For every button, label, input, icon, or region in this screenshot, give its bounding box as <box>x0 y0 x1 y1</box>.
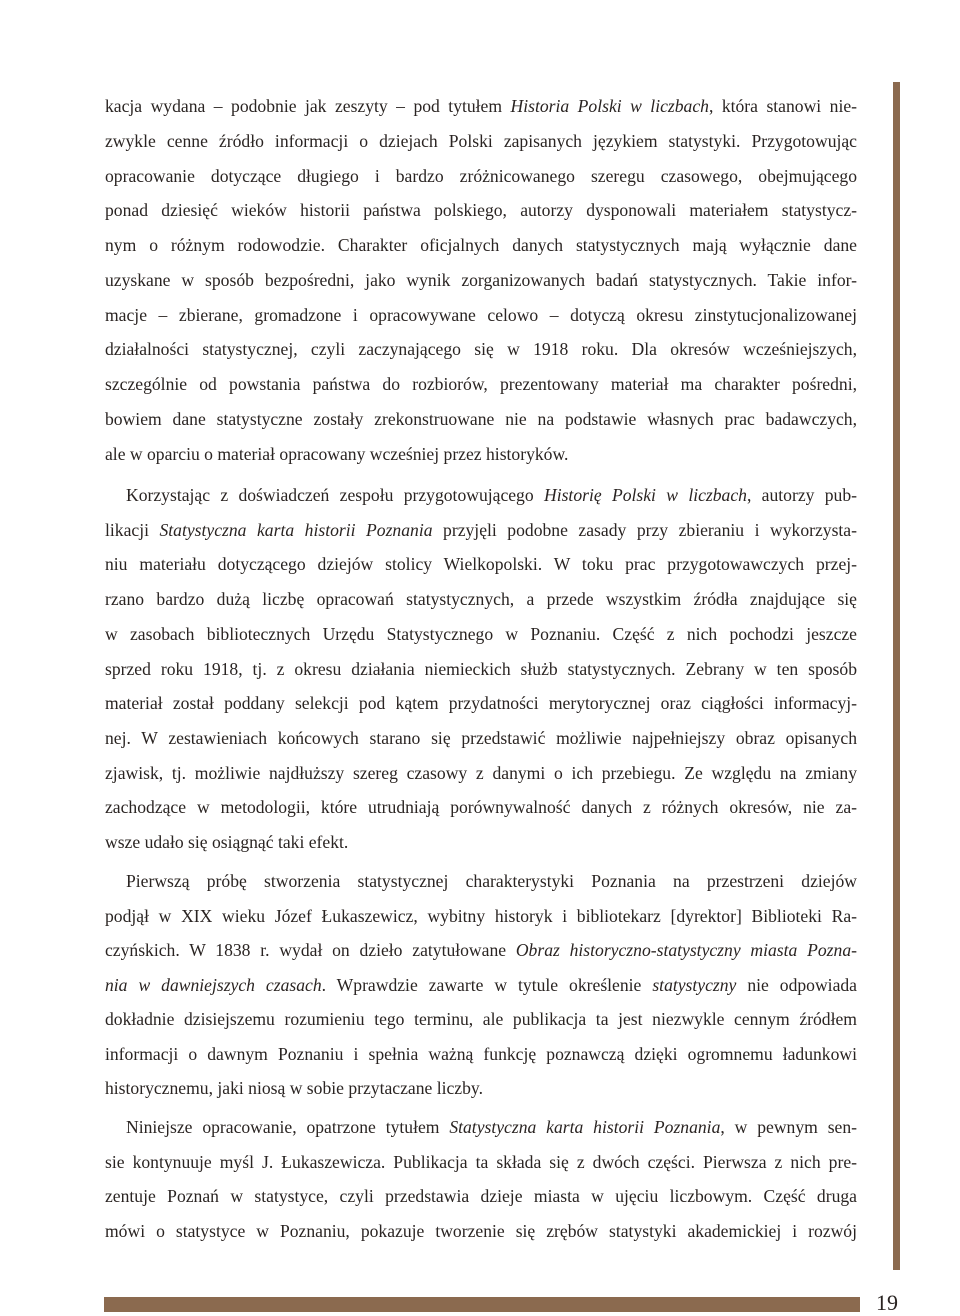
text-span: wsze udało się osiągnąć taki efekt. <box>105 832 349 852</box>
text-span: Pierwszą próbę stworzenia statystycznej charakterystyki Poznania na przestrzeni dziejów <box>126 871 857 891</box>
footer-rule <box>104 1297 860 1312</box>
text-span: przyjęli podobne zasady przy zbieraniu i wykorzysta- <box>432 519 857 540</box>
text-line <box>105 658 857 680</box>
text-span: zentuje Poznań w statystyce, czyli przedstawia dzieje miasta w ujęciu liczbowym. Część druga <box>105 1186 857 1206</box>
text-span: w zasobach bibliotecznych Urzędu Statystycznego w Poznaniu. Część z nich pochodzi jeszcze <box>105 623 857 644</box>
vertical-margin-rule <box>893 82 900 1270</box>
text-line <box>126 1116 857 1138</box>
text-span: podjął w XIX wieku Józef Łukaszewicz, wybitny historyk i bibliotekarz [dyrektor] Biblioteki Ra- <box>105 905 857 926</box>
text-span: rzano bardzo dużą liczbę opracowań statystycznych, a przede wszystkim źródła znajdujące się <box>105 589 857 610</box>
italic-title: Statystyczna karta historii Poznania <box>159 519 433 540</box>
text-span: ponad dziesięć wieków historii państwa polskiego, autorzy dysponowali materiałem statystycz- <box>105 200 857 221</box>
text-span: . Wprawdzie zawarte w tytule określenie <box>321 974 653 995</box>
text-span: czyńskich. W 1838 r. wydał on dzieło zatytułowane <box>105 940 516 960</box>
text-line <box>105 1008 857 1030</box>
text-line <box>105 727 857 749</box>
text-line <box>105 95 857 117</box>
text-line <box>105 1185 857 1207</box>
text-line <box>105 1043 857 1065</box>
text-span: nej. W zestawieniach końcowych starano się przedstawić możliwie najpełniejszy obraz opisanych <box>105 727 857 748</box>
text-span: historycznemu, jaki niosą w sobie przytaczane liczby. <box>105 1078 483 1098</box>
text-line <box>105 130 857 152</box>
text-span: mówi o statystyce w Poznaniu, pokazuje tworzenie się zrębów statystyki akademickiej i rozwój <box>105 1220 857 1241</box>
text-span: Niniejsze opracowanie, opatrzone tytułem <box>126 1117 450 1137</box>
text-line <box>126 870 857 892</box>
text-span: szczególnie od powstania państwa do rozbiorów, prezentowany materiał ma charakter pośredni, <box>105 374 857 394</box>
text-line <box>126 484 857 506</box>
italic-title: Historia Polski w liczbach <box>510 96 709 116</box>
text-line <box>105 519 857 541</box>
text-span: nym o różnym rodowodzie. Charakter oficjalnych danych statystycznych mają wyłącznie dane <box>105 235 857 255</box>
text-line <box>105 1077 857 1099</box>
italic-title: statystyczny <box>652 974 737 995</box>
italic-title: Historię Polski w liczbach <box>543 485 747 505</box>
text-line <box>105 269 857 291</box>
text-span: zjawisk, tj. możliwie najdłuższy szereg czasowy z danymi o ich przebiegu. Ze względu na zmiany <box>105 762 857 783</box>
text-span: niu materiału dotyczącego dziejów stolicy Wielkopolski. W toku prac przygotowawczych przej- <box>105 554 857 575</box>
text-span: Korzystając z doświadczeń zespołu przygotowującego <box>126 485 544 505</box>
text-span: macje – zbierane, gromadzone i opracowywane celowo – dotyczą okresu zinstytucjonalizowanej <box>105 304 857 325</box>
italic-title: Statystyczna karta historii Poznania <box>449 1117 721 1137</box>
text-span: sie kontynuuje myśl J. Łukaszewicza. Publikacja ta składa się z dwóch części. Pierwsza z nich pre- <box>105 1151 857 1172</box>
text-line <box>105 338 857 360</box>
text-line <box>105 1151 857 1173</box>
text-line <box>105 905 857 927</box>
text-span: kacja wydana – podobnie jak zeszyty – pod tytułem <box>105 96 511 116</box>
text-line <box>105 443 857 465</box>
text-span: opracowanie dotyczące długiego i bardzo zróżnicowanego szeregu czasowego, obejmującego <box>105 165 857 186</box>
text-line <box>105 796 857 818</box>
text-line <box>105 1220 857 1242</box>
text-span: likacji <box>105 519 160 540</box>
text-span: uzyskane w sposób bezpośredni, jako wynik zorganizowanych badań statystycznych. Takie infor- <box>105 269 857 290</box>
text-line <box>105 165 857 187</box>
text-line <box>105 692 857 714</box>
text-span: , która stanowi nie- <box>708 96 857 116</box>
text-line <box>105 762 857 784</box>
text-span: sprzed roku 1918, tj. z okresu działania niemieckich służb statystycznych. Zebrany w ten sposób <box>105 658 857 679</box>
text-line <box>105 588 857 610</box>
page-number: 19 <box>876 1290 898 1315</box>
text-span: zwykle cenne źródło informacji o dziejach Polski zapisanych językiem statystyki. Przygotowując <box>105 130 857 151</box>
text-span: , autorzy pub- <box>746 485 857 505</box>
text-line <box>105 974 857 996</box>
text-span: dokładnie dzisiejszemu rozumieniu tego terminu, ale publikacja ta jest niezwykle cennym źródłem <box>105 1009 857 1029</box>
text-line <box>105 408 857 430</box>
text-span: , w pewnym sen- <box>720 1117 858 1137</box>
text-span: nie odpowiada <box>736 974 857 995</box>
text-line <box>105 623 857 645</box>
text-line <box>105 939 857 961</box>
text-span: materiał został poddany selekcji pod kątem przydatności merytorycznej oraz ciągłości informacyj- <box>105 693 857 714</box>
italic-title: Obraz historyczno-statystyczny miasta Pozna- <box>515 940 857 960</box>
text-line <box>105 304 857 326</box>
text-span: zachodzące w metodologii, które utrudniają porównywalność danych z różnych okresów, nie za- <box>105 797 857 818</box>
text-line <box>105 831 857 853</box>
text-span: ale w oparciu o materiał opracowany wcześniej przez historyków. <box>105 443 569 464</box>
text-span: bowiem dane statystyczne zostały zrekonstruowane nie na podstawie własnych prac badawczych, <box>105 408 857 429</box>
text-line <box>105 553 857 575</box>
text-line <box>105 234 857 256</box>
italic-title: nia w dawniejszych czasach <box>105 974 322 995</box>
text-span: informacji o dawnym Poznaniu i spełnia ważną funkcję poznawczą dzięki ogromnemu ładunkowi <box>105 1043 857 1064</box>
text-line <box>105 373 857 395</box>
text-line <box>105 199 857 221</box>
text-span: działalności statystycznej, czyli zaczynającego się w 1918 roku. Dla okresów wcześniejszych, <box>105 339 857 360</box>
